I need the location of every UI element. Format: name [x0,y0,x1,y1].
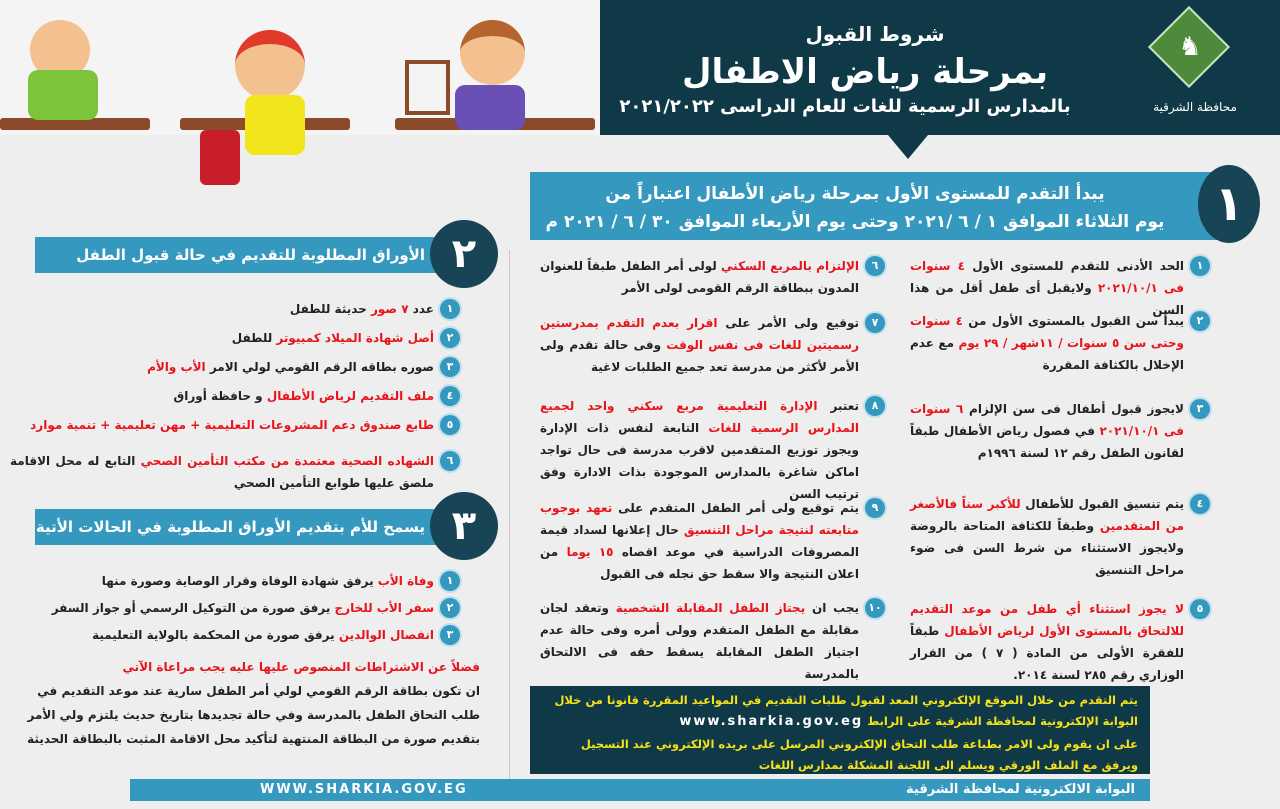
text-segment: يتم تنسيق القبول للأطفال [1020,497,1185,511]
horse-icon: ♞ [1178,32,1202,62]
text-segment: من اعلان النتيجة والا سقط حق نجله فى القبول [540,545,859,581]
title-line3: بالمدارس الرسمية للغات للعام الدراسى ٢٠٢١/٢٠٢٢ [619,96,1071,117]
footer-portal: البوابة الالكترونية لمحافظة الشرقية [906,782,1135,797]
item-number-badge: ١٠ [865,598,885,618]
item-number-badge: ٢ [440,328,460,348]
text-segment: التابع له محل الاقامة ملصق عليها طوابع التأمين الصحي [10,454,434,490]
section1-item [540,395,885,505]
section1-title-line1: يبدأ التقدم للمستوى الأول بمرحلة رياض الأطفال اعتباراً من [605,184,1105,204]
text-segment: مع عدم الإخلال بالكثافة المقررة [910,336,1184,372]
highlight-text: الأب والأم [147,360,206,374]
section3-banner: يسمح للأم بتقديم الأوراق المطلوبة في الحالات الأتية [35,509,445,545]
highlight-text: طابع صندوق دعم المشروعات التعليمية + مهن تعليمية + تنمية موارد [30,418,434,432]
info-box [530,686,1150,774]
item-number-badge: ٢ [1190,311,1210,331]
text-segment: وتعقد لجان مقابلة مع الطفل المتقدم وولى أمره وفى حالة عدم اجتياز الطفل المقابلة يسقط حقه فى الالتحاق بالمدرسة [540,601,859,681]
highlight-text: أصل شهادة الميلاد كمبيوتر [276,331,434,345]
note [20,655,480,751]
item-text [290,298,434,320]
child-shirt [28,70,98,120]
footer-bar [130,779,1150,801]
highlight-text: ٧ صور [370,302,409,316]
highlight-text: وفاة الأب [377,574,434,588]
highlight-text: اقرار بعدم التقدم بمدرستين رسميتين للغات فى نفس الوقت [540,316,859,352]
text-segment: يتم توقيع ولى أمر الطفل المتقدم على [612,501,859,515]
text-segment: توقيع ولى الأمر على [717,316,859,330]
text-segment: وفى حالة تقدم ولى الأمر لأكثر من مدرسة تعد جميع الطلبات لاغية [540,338,859,374]
section1-banner [530,172,1230,240]
text-segment: حال إعلانها لسداد قيمة المصروفات الدراسية في موعد اقصاه [540,523,859,559]
item-text [92,624,434,646]
highlight-text: تعهد بوجوب متابعته لنتيجة مراحل التنسيق [540,501,859,537]
highlight-text: لا يجوز استثناء أي طفل من موعد التقديم للالتحاق بالمستوى الأول لرياض الأطفال [910,602,1184,638]
item-text [232,327,434,349]
section1-item [910,398,1210,464]
item-number-badge: ٣ [440,357,460,377]
text-segment: يبدأ سن القبول بالمستوى الأول من [962,314,1184,328]
highlight-text: للأكبر سناً فالأصغر من المتقدمين [910,497,1184,533]
highlight-text: انفصال الوالدين [338,628,434,642]
item-number-badge: ٧ [865,313,885,333]
highlight-text: يجتاز الطفل المقابلة الشخصية [615,601,806,615]
section2-item [10,450,460,494]
text-segment: يرفق صورة من المحكمة بالولاية التعليمية [92,628,339,642]
item-text [540,312,859,378]
info-line1: يتم التقدم من خلال الموقع الإلكتروني المعد لقبول طلبات التقديم في المواعيد المقررة قانونا من خلال البوابة الإلكترونية لمحافظة الشرقية على الرابط [554,693,1138,728]
section1-item [540,312,885,378]
section3-item [40,570,460,592]
title-line2: بمرحلة رياض الاطفال [682,52,1048,92]
section2-banner: الأوراق المطلوبة للتقديم في حالة قبول الطفل [35,237,445,273]
item-text [910,493,1184,581]
item-number-badge: ٤ [440,386,460,406]
section2-item [10,414,460,436]
section3-number: ٣ [430,492,498,560]
item-text [147,356,434,378]
item-number-badge: ١ [440,299,460,319]
item-number-badge: ٥ [440,415,460,435]
item-number-badge: ٥ [1190,599,1210,619]
item-text [910,310,1184,376]
text-segment: يرفق صورة من التوكيل الرسمي أو جواز السفر [51,601,335,615]
highlight-text: الشهاده الصحية معتمدة من مكتب التأمين الصحي [140,454,434,468]
item-text [52,597,434,619]
item-number-badge: ٦ [440,451,460,471]
backpack [200,130,240,185]
text-segment: لولى أمر الطفل طبقاً للعنوان المدون ببطاقة الرقم القومى لولى الأمر [540,259,859,295]
kids-illustration [0,0,600,135]
item-text [540,497,859,585]
text-segment: الحد الأدنى للتقدم للمستوى الأول [964,259,1184,273]
item-number-badge: ٩ [865,498,885,518]
item-number-badge: ١ [440,571,460,591]
text-segment: حديثة للطفل [289,302,371,316]
header-pointer [888,135,928,159]
text-segment: في فصول رياض الأطفال طبقاً لقانون الطفل رقم ١٢ لسنة ١٩٩٦م [910,424,1184,460]
note-title: فضلاً عن الاشتراطات المنصوص عليها عليه يجب مراعاة الآتي [122,660,480,674]
section3-item [40,597,460,619]
footer-url[interactable]: WWW.SHARKIA.GOV.EG [260,782,468,797]
item-number-badge: ٤ [1190,494,1210,514]
section2-item [10,385,460,407]
highlight-text: ١٥ يوما [566,545,614,559]
item-text [540,255,859,299]
item-text [102,570,434,592]
section1-item [910,493,1210,581]
item-text [910,598,1184,686]
section1-item [540,255,885,299]
item-number-badge: ١ [1190,256,1210,276]
text-segment: يجب ان [805,601,859,615]
item-number-badge: ٣ [1190,399,1210,419]
child-figure [460,20,525,85]
highlight-text: ٤ سنوات فى ٢٠٢١/١٠/١ [910,259,1184,295]
info-line2: على ان يقوم ولى الامر بطباعة طلب التحاق الإلكتروني المرسل على بريده الإلكتروني عند التسجيل ويرفق مع الملف الورقي ويسلم الى اللجنة المشكلة بمدارس اللغات [580,737,1138,772]
section3-item [40,624,460,646]
text-segment: صوره بطاقه الرقم القومي لولي الامر [205,360,434,374]
item-number-badge: ٦ [865,256,885,276]
item-text [910,398,1184,464]
item-text [10,450,434,494]
item-number-badge: ٣ [440,625,460,645]
text-segment: التابعة لنفس ذات الإدارة ويجوز توزيع المتقدمين لاقرب مدرسة فى حال تواجد اماكن شاغرة بالمدارس الموجودة بذات الادارة وفق ترتيب السن [540,421,859,501]
highlight-text: الإدارة التعليمية مربع سكني واحد لجميع المدارس الرسمية للغات [540,399,859,435]
section2-item [10,327,460,349]
item-text [174,385,434,407]
text-segment: ولايقبل أى طفل أقل من هذا السن [910,281,1184,317]
highlight-text: الإلتزام بالمربع السكني [721,259,859,273]
item-text [540,597,859,685]
highlight-text: ملف التقديم لرياض الأطفال [266,389,434,403]
child-figure [235,30,305,100]
text-segment: عدد [408,302,434,316]
item-text [540,395,859,505]
item-number-badge: ٨ [865,396,885,416]
text-segment: تعتبر [817,399,860,413]
item-number-badge: ٢ [440,598,460,618]
logo-text: محافظة الشرقية [1153,100,1237,114]
section2-item [10,298,460,320]
divider [509,250,510,780]
highlight-text: ٦ سنوات فى ٢٠٢١/١٠/١ [910,402,1184,438]
title-line1: شروط القبول [805,22,945,46]
section1-item [910,598,1210,686]
section1-item [540,597,885,685]
item-text [30,414,434,436]
text-segment: وطبقاً للكثافة المتاحة بالروضة ولايجوز الاستثناء من شرط السن فى ضوء مراحل التنسيق [910,519,1184,577]
text-segment: يرفق شهادة الوفاة وقرار الوصاية وصورة منها [101,574,378,588]
section1-title-line2: يوم الثلاثاء الموافق ١ / ٦ /٢٠٢١ وحتى يوم الأربعاء الموافق ٣٠ / ٦ / ٢٠٢١ م [545,212,1165,232]
text-segment: لايجوز قبول أطفال فى سن الإلزام [963,402,1184,416]
child-shirt [455,85,525,130]
section1-item [540,497,885,585]
text-segment: و حافظة أوراق [173,389,267,403]
note-body: ان تكون بطاقة الرقم القومي لولي أمر الطفل سارية عند موعد التقديم في طلب التحاق الطفل بالمدرسة وفي حالة تجديدها بتاريخ حديث يلتزم ولي الأمر بتقديم صورة من البطاقة المنتهية لتأكيد محل الاقامة المثبت بالبطاقة الحديثة [27,684,480,746]
highlight-text: ٤ سنوات وحتى سن ٥ سنوات / ١١شهر / ٢٩ يوم [910,314,1184,350]
section1-number: ١ [1198,165,1260,243]
section1-item [910,310,1210,376]
section2-number: ٢ [430,220,498,288]
abacus [405,60,450,115]
text-segment: طبقاً للفقرة الأولى من المادة ( ٧ ) من القرار الوزاري رقم ٢٨٥ لسنة ٢٠١٤. [910,624,1184,682]
highlight-text: سفر الأب للخارج [334,601,434,615]
section2-item [10,356,460,378]
text-segment: للطفل [231,331,277,345]
info-url[interactable]: www.sharkia.gov.eg [679,714,864,729]
child-shirt [245,95,305,155]
